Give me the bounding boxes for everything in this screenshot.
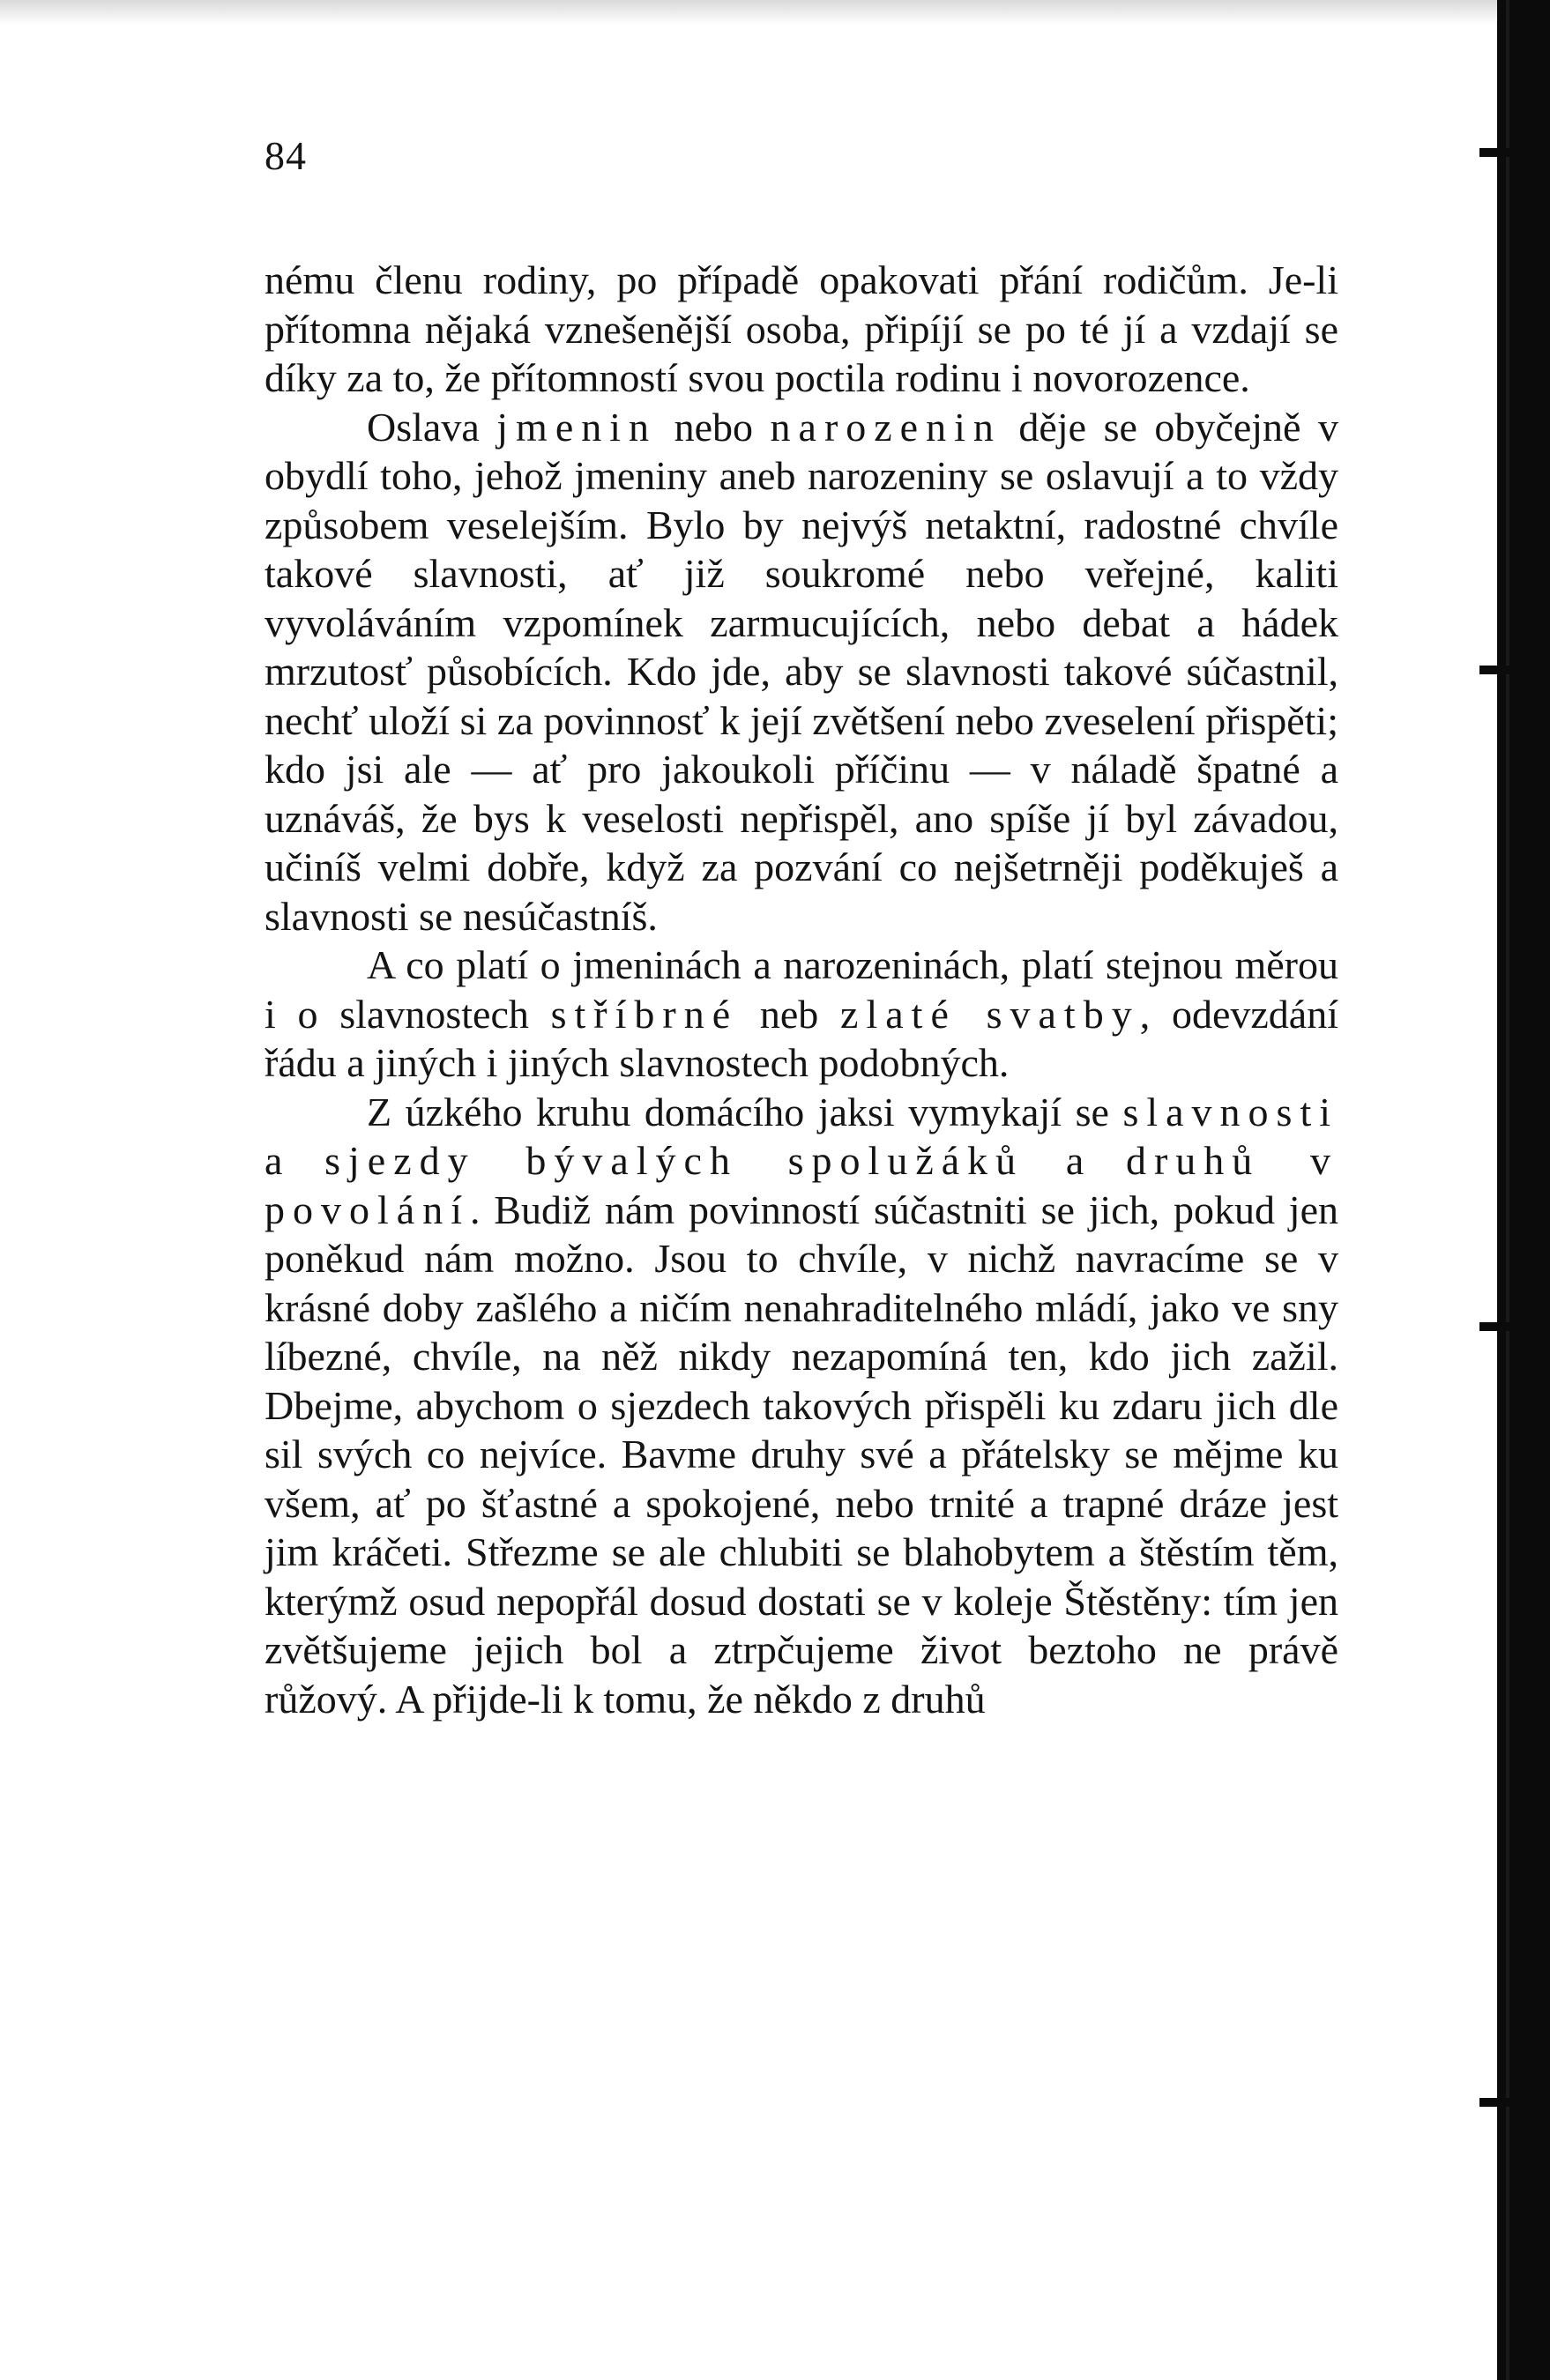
emphasized-text: sjezdy bývalých spolužáků [324, 1138, 1025, 1183]
emphasized-text: zlaté svatby [840, 991, 1140, 1037]
text-segment: nebo [657, 404, 771, 450]
text-segment: Z úzkého kruhu domácího jaksi vymykají se [367, 1089, 1123, 1134]
emphasized-text: slavnosti [1122, 1089, 1338, 1134]
binding-notch [1479, 666, 1515, 674]
text-segment: . Budiž nám povinností súčastniti se jich, pokud jen poněkud nám možno. Jsou to chvíle, v nichž navracíme se v krásné doby zašlého a ničím nenahraditelného mládí, jako ve sny líbezné, chvíle, na něž nikdy nezapomíná ten, kdo jich zažil. Dbejme, abychom o sjezdech takových přispěli ku zdaru jich dle sil svých co nejvíce. Bavme druhy své a přátelsky se mějme ku všem, ať po šťastné a spokojené, nebo trnité a trapné dráze jest jim kráčeti. Střezme se ale chlubiti se blahobytem a štěstím těm, kterýmž osud nepopřál dosud dostati se v koleje Štěstěny: tím jen zvětšujeme jejich bol a ztrpčujeme život beztoho ne právě růžový. A přijde-li k tomu, že někdo z druhů [265, 1186, 1338, 1722]
binding-notch [1479, 1322, 1515, 1331]
text-segment: A co platí o jmeninách a narozeninách, platí stejnou měrou i o slavnostech [265, 942, 1338, 1037]
emphasized-text: jmenin [496, 404, 658, 450]
page-number: 84 [265, 133, 307, 178]
emphasized-text: stříbrné [550, 991, 739, 1037]
scan-shadow [0, 0, 1550, 25]
paragraph [265, 403, 1338, 941]
text-segment: děje se obyčejně v obydlí toho, jehož jmeniny aneb narozeniny se oslavují a to vždy způsobem veselejším. Bylo by nejvýš netaktní, radostné chvíle takové slavnosti, ať již soukromé nebo veřejné, kaliti vyvoláváním vzpomínek zarmucujících, nebo debat a hádek mrzutosť působících. Kdo jde, aby se slavnosti takové súčastnil, nechť uloží si za povinnosť k její zvětšení nebo zveselení přispěti; kdo jsi ale — ať pro jakoukoli příčinu — v náladě špatné a uznáváš, že bys k veselosti nepřispěl, ano spíše jí byl závadou, učiníš velmi dobře, když za pozvání co nejšetrněji poděkuješ a slavnosti se nesúčastníš. [265, 404, 1338, 939]
text-segment: nému členu rodiny, po případě opakovati přání rodičům. Je-li přítomna nějaká vznešenější osoba, připíjí se po té jí a vzdají se díky za to, že přítomností svou poctila rodinu i novorozence. [265, 257, 1338, 400]
binding-line [1506, 0, 1509, 2380]
emphasized-text: druhů v povolání [265, 1138, 1338, 1232]
paragraph [265, 1088, 1338, 1724]
emphasized-text: narozenin [770, 404, 1002, 450]
paragraph [265, 941, 1338, 1088]
text-segment: a [1024, 1138, 1126, 1183]
text-segment: neb [738, 991, 841, 1037]
text-segment: a [265, 1138, 325, 1183]
book-binding-edge [1497, 0, 1550, 2380]
text-segment: Oslava [367, 404, 497, 450]
binding-notch [1479, 148, 1515, 157]
text-segment: , odevzdání řádu a jiných i jiných slavnostech podobných. [265, 991, 1338, 1085]
body-text [265, 256, 1338, 1723]
binding-notch [1479, 2098, 1515, 2107]
paragraph [265, 256, 1338, 403]
